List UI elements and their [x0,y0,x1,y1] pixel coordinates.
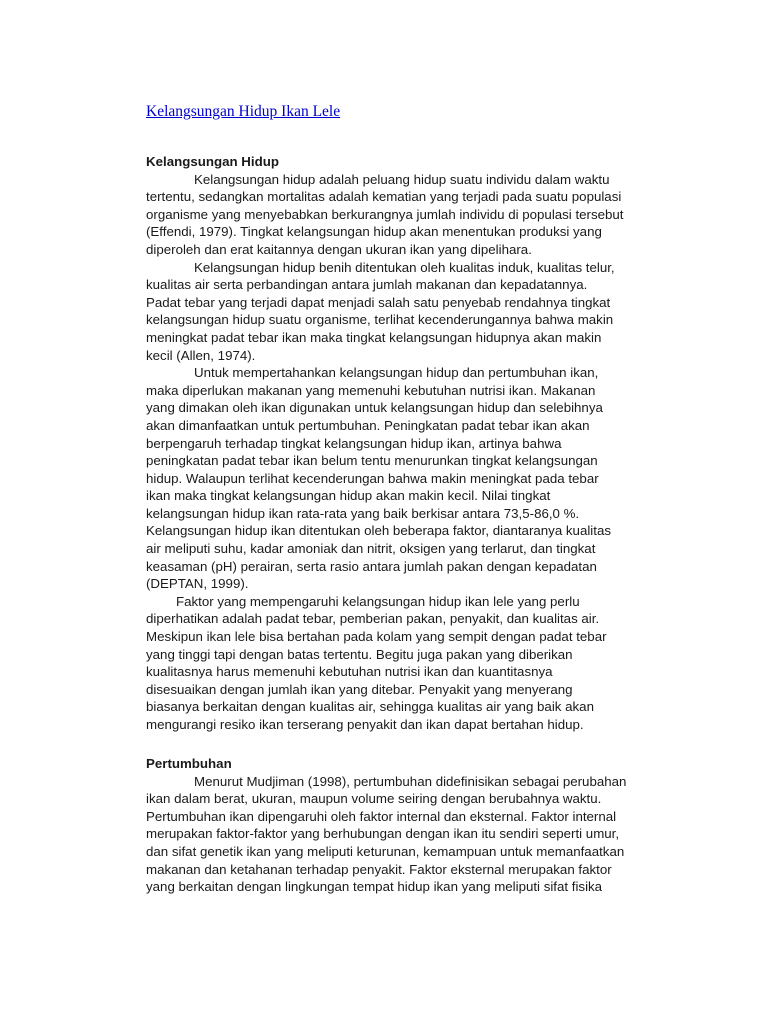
paragraph-line: meningkat padat tebar ikan maka tingkat kelangsungan hidupnya akan makin [146,329,602,345]
paragraph-line: ikan maka tingkat kelangsungan hidup akan makin kecil. Nilai tingkat [146,488,551,504]
paragraph-line: keasaman (pH) perairan, serta rasio antara jumlah pakan dengan kepadatan [146,558,597,574]
paragraph-line: air meliputi suhu, kadar amoniak dan nitrit, oksigen yang terlarut, dan tingkat [146,541,596,557]
paragraph-line: organisme yang menyebabkan berkurangnya jumlah individu di populasi tersebut [146,206,624,222]
paragraph-line: yang tinggi tapi dengan batas tertentu. Begitu juga pakan yang diberikan [146,646,573,662]
paragraph-line: dan sifat genetik ikan yang meliputi keturunan, kemampuan untuk memanfaatkan [146,843,625,859]
paragraph-line: kelangsungan hidup suatu organisme, terlihat kecenderungannya bahwa makin [146,312,614,328]
section-heading: Pertumbuhan [146,756,232,771]
paragraph-line: hidup. Walaupun terlihat kecenderungan bahwa makin meningkat pada tebar [146,470,599,486]
paragraph-line: mengurangi resiko ikan terserang penyakit dan ikan dapat bertahan hidup. [146,717,584,732]
paragraph-line: peningkatan padat tebar ikan belum tentu menurunkan tingkat kelangsungan [146,453,598,469]
paragraph-line: yang dimakan oleh ikan digunakan untuk kelangsungan hidup dan selebihnya [146,400,603,416]
paragraph-line: Pertumbuhan ikan dipengaruhi oleh faktor internal dan eksternal. Faktor internal [146,808,617,824]
section-kelangsungan-hidup [146,153,661,734]
paragraph-line: kecil (Allen, 1974). [146,347,256,363]
section-heading: Kelangsungan Hidup [146,154,279,169]
paragraph-line: biasanya berkaitan dengan kualitas air, sehingga kualitas air yang baik akan [146,699,594,715]
paragraph-line: (Effendi, 1979). Tingkat kelangsungan hidup akan menentukan produksi yang [146,224,602,240]
paragraph-line: kelangsungan hidup ikan rata-rata yang baik berkisar antara 73,5-86,0 %. [146,505,580,521]
paragraph-line: Kelangsungan hidup benih ditentukan oleh kualitas induk, kualitas telur, [194,259,615,275]
document-title-link[interactable]: Kelangsungan Hidup Ikan Lele [146,103,341,120]
paragraph-line: Kelangsungan hidup ikan ditentukan oleh beberapa faktor, diantaranya kualitas [146,523,611,539]
paragraph-line: kualitas air serta perbandingan antara jumlah makanan dan kepadatannya. [146,277,588,293]
paragraph-line: berpengaruh terhadap tingkat kelangsungan hidup ikan, artinya bahwa [146,435,562,451]
paragraph-line: diperhatikan adalah padat tebar, pemberian pakan, penyakit, dan kualitas air. [146,611,600,627]
paragraph-line: maka diperlukan makanan yang memenuhi kebutuhan nutrisi ikan. Makanan [146,382,596,398]
paragraph-line: tertentu, sedangkan mortalitas adalah kematian yang terjadi pada suatu populasi [146,189,622,205]
paragraph-line: Untuk mempertahankan kelangsungan hidup dan pertumbuhan ikan, [194,365,599,381]
paragraph-line: yang berkaitan dengan lingkungan tempat hidup ikan yang meliputi sifat fisika [146,879,603,895]
paragraph-line: disesuaikan dengan jumlah ikan yang ditebar. Penyakit yang menyerang [146,681,573,697]
paragraph-line: merupakan faktor-faktor yang berhubungan dengan ikan itu sendiri seperti umur, [146,826,620,842]
paragraph-line: (DEPTAN, 1999). [146,576,249,592]
paragraph-line: makanan dan ketahanan terhadap penyakit. Faktor eksternal merupakan faktor [146,861,612,877]
paragraph-line: Meskipun ikan lele bisa bertahan pada kolam yang sempit dengan padat tebar [146,629,607,645]
paragraph-line: Padat tebar yang terjadi dapat menjadi salah satu penyebab rendahnya tingkat [146,294,611,310]
paragraph-line: diperoleh dan erat kaitannya dengan ukuran ikan yang dipelihara. [146,241,532,257]
paragraph-line: ikan dalam berat, ukuran, maupun volume seiring dengan berubahnya waktu. [146,791,602,807]
paragraph-line: Menurut Mudjiman (1998), pertumbuhan didefinisikan sebagai perubahan [194,773,627,789]
paragraph-line: Faktor yang mempengaruhi kelangsungan hidup ikan lele yang perlu [176,593,580,609]
paragraph-line: Kelangsungan hidup adalah peluang hidup suatu individu dalam waktu [194,171,610,187]
paragraph-line: kualitasnya harus memenuhi kebutuhan nutrisi ikan dan kuantitasnya [146,664,553,680]
paragraph-line: akan dimanfaatkan untuk pertumbuhan. Peningkatan padat tebar ikan akan [146,417,590,433]
section-pertumbuhan [146,755,661,896]
